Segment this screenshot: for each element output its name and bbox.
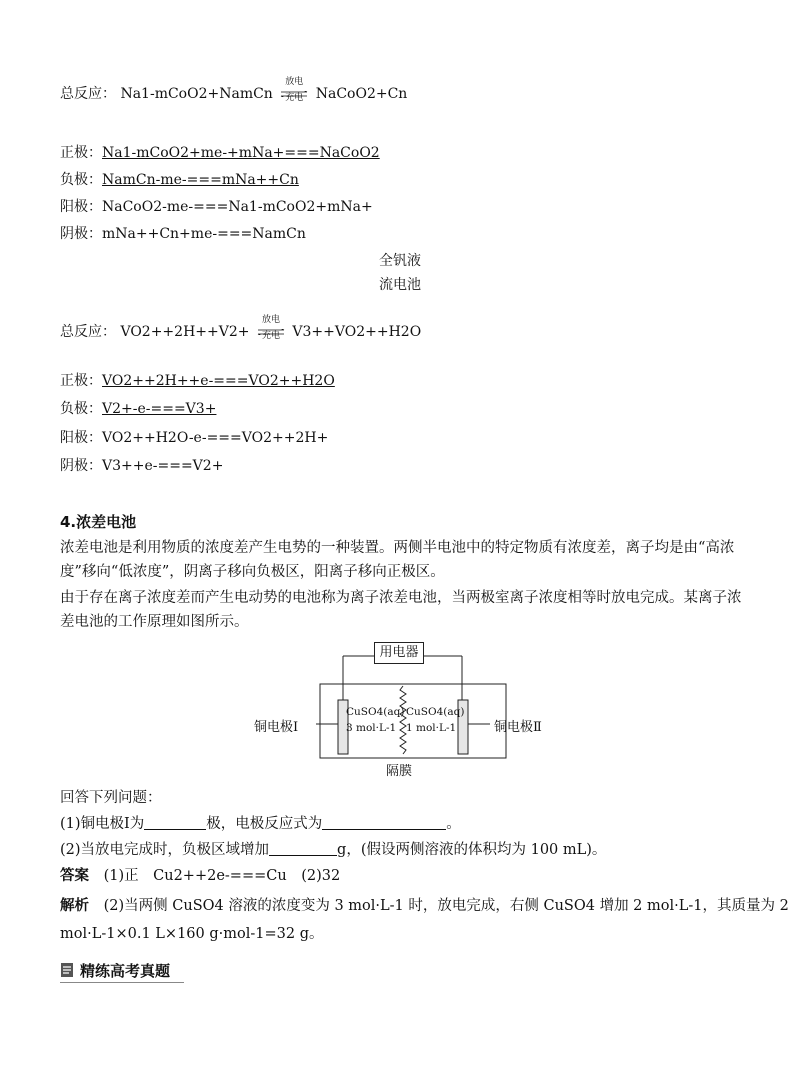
sodium-total-left: Na1-mCoO2+NamCn (120, 86, 273, 102)
analysis-label: 解析 (60, 898, 89, 914)
appliance-box: 用电器 (374, 642, 424, 664)
answer-blank (144, 815, 206, 830)
vanadium-anode-eq: VO2++H2O-e-===VO2++2H+ (102, 430, 329, 446)
sodium-negative: 负极：NamCn-me-===mNa++Cn (60, 172, 299, 188)
sodium-cathode-eq: mNa++Cn+me-===NamCn (102, 226, 306, 242)
left-solution-label: CuSO4(aq) (346, 706, 405, 718)
vanadium-positive: 正极：VO2++2H++e-===VO2++H2O (60, 373, 335, 389)
answer-blank (269, 841, 337, 856)
left-concentration-label: 3 mol·L-1 (346, 722, 397, 734)
question-2: (2)当放电完成时，负极区域增加 g，(假设两侧溶液的体积均为 100 mL)。 (60, 842, 607, 858)
right-concentration-label: 1 mol·L-1 (406, 722, 457, 734)
vanadium-total-reaction: 总反应： VO2++2H++V2+ 放电 充电 V3++VO2++H2O (60, 315, 422, 341)
vanadium-total-right: V3++VO2++H2O (292, 324, 422, 340)
reversible-arrow-icon: 放电 充电 (254, 318, 288, 342)
vanadium-negative-eq: V2+-e-===V3+ (102, 401, 217, 417)
sodium-negative-eq: NamCn-me-===mNa++Cn (102, 172, 299, 188)
vanadium-negative: 负极：V2+-e-===V3+ (60, 401, 217, 417)
section-paragraph-2: 由于存在离子浓度差而产生电动势的电池称为离子浓差电池，当两极室离子浓度相等时放电完成。某离子浓差电池的工作原理如图所示。 (60, 590, 742, 630)
vanadium-positive-eq: VO2++2H++e-===VO2++H2O (102, 373, 335, 389)
vanadium-title-line2: 流电池 (379, 277, 421, 293)
concentration-cell-diagram (240, 636, 570, 778)
vanadium-total-left: VO2++2H++V2+ (120, 324, 250, 340)
analysis-line-2: mol·L-1×0.1 L×160 g·mol-1=32 g。 (60, 926, 324, 942)
answer-blank (322, 815, 446, 830)
section-paragraph-1: 浓差电池是利用物质的浓度差产生电势的一种装置。两侧半电池中的特定物质有浓度差，离子均是由“高浓度”移向“低浓度”，阴离子移向负极区，阳离子移向正极区。 (60, 540, 735, 580)
answer-line (60, 864, 340, 885)
sodium-total-label: 总反应： (60, 86, 116, 102)
document-icon (60, 962, 74, 978)
sodium-cathode: 阴极：mNa++Cn+me-===NamCn (60, 226, 306, 242)
answer-text: (1)正 Cu2++2e-===Cu (2)32 (103, 868, 341, 884)
questions-intro: 回答下列问题： (60, 790, 162, 806)
right-solution-label: CuSO4(aq) (406, 706, 465, 718)
section-title: 精练高考真题 (80, 962, 171, 980)
sodium-anode-eq: NaCoO2-me-===Na1-mCoO2+mNa+ (102, 199, 373, 215)
analysis-line-1: 解析 (2)当两侧 CuSO4 溶液的浓度变为 3 mol·L-1 时，放电完成，右侧 CuSO4 增加 2 mol·L-1，其质量为 2 (60, 898, 789, 914)
left-electrode-label: 铜电极Ⅰ (254, 720, 299, 735)
question-1: (1)铜电极Ⅰ为 极，电极反应式为 。 (60, 816, 461, 832)
section-title-bar (60, 960, 184, 983)
sodium-total-right: NaCoO2+Cn (315, 86, 408, 102)
vanadium-anode: 阳极：VO2++H2O-e-===VO2++2H+ (60, 430, 329, 446)
section-heading: 4.浓差电池 (60, 513, 137, 531)
sodium-total-reaction (60, 77, 408, 104)
sodium-positive-eq: Na1-mCoO2+me-+mNa+===NaCoO2 (102, 145, 380, 161)
membrane-label: 隔膜 (386, 764, 413, 779)
sodium-anode: 阳极：NaCoO2-me-===Na1-mCoO2+mNa+ (60, 199, 373, 215)
vanadium-cathode: 阴极：V3++e-===V2+ (60, 458, 224, 474)
vanadium-cathode-eq: V3++e-===V2+ (102, 458, 224, 474)
answer-label: 答案 (60, 868, 89, 884)
right-electrode-label: 铜电极Ⅱ (494, 720, 542, 735)
vanadium-title-line1: 全钒液 (379, 253, 421, 269)
sodium-positive: 正极：Na1-mCoO2+me-+mNa+===NaCoO2 (60, 145, 380, 161)
reversible-arrow-icon: 放电 充电 (277, 80, 311, 104)
